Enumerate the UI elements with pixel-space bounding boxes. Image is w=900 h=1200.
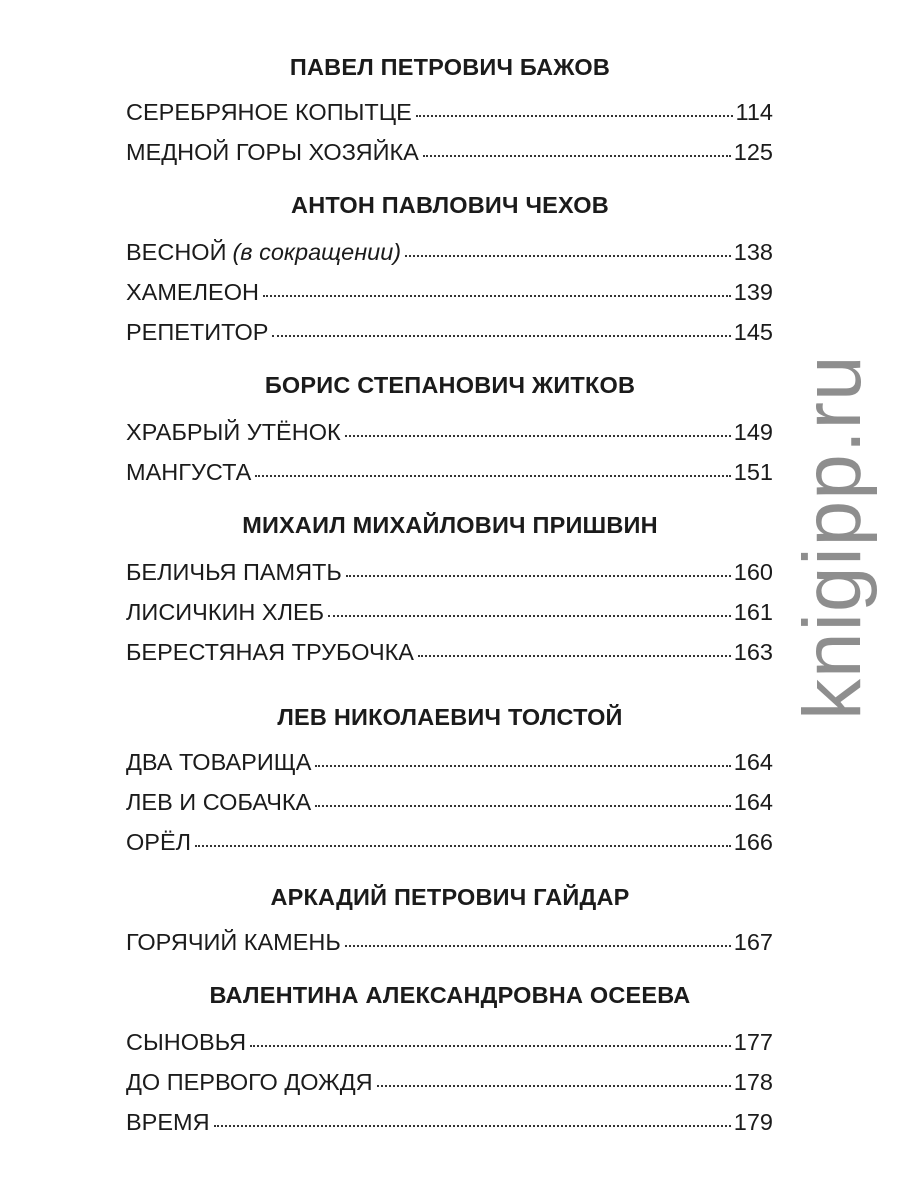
entry-title: РЕПЕТИТОР: [126, 319, 269, 345]
toc-entry: [126, 272, 773, 312]
dot-leader: [328, 615, 731, 617]
dot-leader: [405, 255, 731, 257]
dot-leader: [272, 335, 730, 337]
toc-entry: [126, 742, 773, 782]
page-number: 149: [733, 419, 773, 445]
author-heading: БОРИС СТЕПАНОВИЧ ЖИТКОВ: [264, 372, 636, 398]
page-number: 125: [733, 139, 773, 165]
author-heading: ПАВЕЛ ПЕТРОВИЧ БАЖОВ: [289, 54, 611, 80]
dot-leader: [263, 295, 731, 297]
author-heading: ЛЕВ НИКОЛАЕВИЧ ТОЛСТОЙ: [277, 704, 623, 730]
entry-title: ВЕСНОЙ: [126, 239, 227, 265]
entry-title: ДВА ТОВАРИЩА: [126, 749, 312, 775]
toc-entry: [126, 232, 773, 272]
page-number: 160: [733, 559, 773, 585]
dot-leader: [416, 115, 733, 117]
page-number: 163: [733, 639, 773, 665]
page-number: 139: [733, 279, 773, 305]
entry-title: МЕДНОЙ ГОРЫ ХОЗЯЙКА: [126, 139, 419, 165]
dot-leader: [346, 575, 731, 577]
entry-title: ХРАБРЫЙ УТЁНОК: [126, 419, 341, 445]
toc-entry: [126, 132, 773, 172]
page-number: 151: [733, 459, 773, 485]
watermark: knigipp.ru: [787, 354, 878, 720]
page-number: 167: [733, 929, 773, 955]
toc-entry: [126, 1062, 773, 1102]
toc-entry: [126, 1102, 773, 1142]
page-number: 178: [733, 1069, 773, 1095]
entry-title: СЕРЕБРЯНОЕ КОПЫТЦЕ: [126, 99, 412, 125]
entry-title: ХАМЕЛЕОН: [126, 279, 259, 305]
entry-title: БЕРЕСТЯНАЯ ТРУБОЧКА: [126, 639, 414, 665]
page-number: 177: [733, 1029, 773, 1055]
dot-leader: [345, 435, 731, 437]
page-number: 179: [733, 1109, 773, 1135]
dot-leader: [255, 475, 730, 477]
dot-leader: [195, 845, 731, 847]
toc-entry: [126, 312, 773, 352]
page-number: 145: [733, 319, 773, 345]
toc-entry: [126, 1022, 773, 1062]
entry-title: ДО ПЕРВОГО ДОЖДЯ: [126, 1069, 373, 1095]
page-number: 114: [735, 99, 773, 125]
dot-leader: [377, 1085, 731, 1087]
dot-leader: [418, 655, 731, 657]
toc-entry: [126, 452, 773, 492]
toc-entry: [126, 92, 773, 132]
dot-leader: [315, 805, 731, 807]
dot-leader: [315, 765, 730, 767]
author-heading: АНТОН ПАВЛОВИЧ ЧЕХОВ: [291, 192, 609, 218]
page-number: 164: [733, 789, 773, 815]
entry-title: БЕЛИЧЬЯ ПАМЯТЬ: [126, 559, 342, 585]
toc-entry: [126, 592, 773, 632]
page-number: 138: [733, 239, 773, 265]
entry-note: (в сокращении): [232, 239, 402, 265]
toc-entry: [126, 922, 773, 962]
toc-entry: [126, 632, 773, 672]
author-heading: ВАЛЕНТИНА АЛЕКСАНДРОВНА ОСЕЕВА: [209, 982, 691, 1008]
dot-leader: [423, 155, 731, 157]
dot-leader: [214, 1125, 731, 1127]
toc-entry: [126, 782, 773, 822]
toc-entry: [126, 552, 773, 592]
entry-title: ГОРЯЧИЙ КАМЕНЬ: [126, 929, 341, 955]
dot-leader: [250, 1045, 731, 1047]
entry-title: ЛИСИЧКИН ХЛЕБ: [126, 599, 325, 625]
page-number: 164: [733, 749, 773, 775]
author-heading: МИХАИЛ МИХАЙЛОВИЧ ПРИШВИН: [242, 512, 658, 538]
page-number: 166: [733, 829, 773, 855]
entry-title: ОРЁЛ: [126, 829, 192, 855]
toc-entry: [126, 412, 773, 452]
entry-title: СЫНОВЬЯ: [126, 1029, 247, 1055]
entry-title: ЛЕВ И СОБАЧКА: [126, 789, 312, 815]
entry-title: ВРЕМЯ: [126, 1109, 210, 1135]
dot-leader: [345, 945, 731, 947]
entry-title: МАНГУСТА: [126, 459, 252, 485]
page-number: 161: [733, 599, 773, 625]
author-heading: АРКАДИЙ ПЕТРОВИЧ ГАЙДАР: [270, 884, 630, 910]
toc-entry: [126, 822, 773, 862]
